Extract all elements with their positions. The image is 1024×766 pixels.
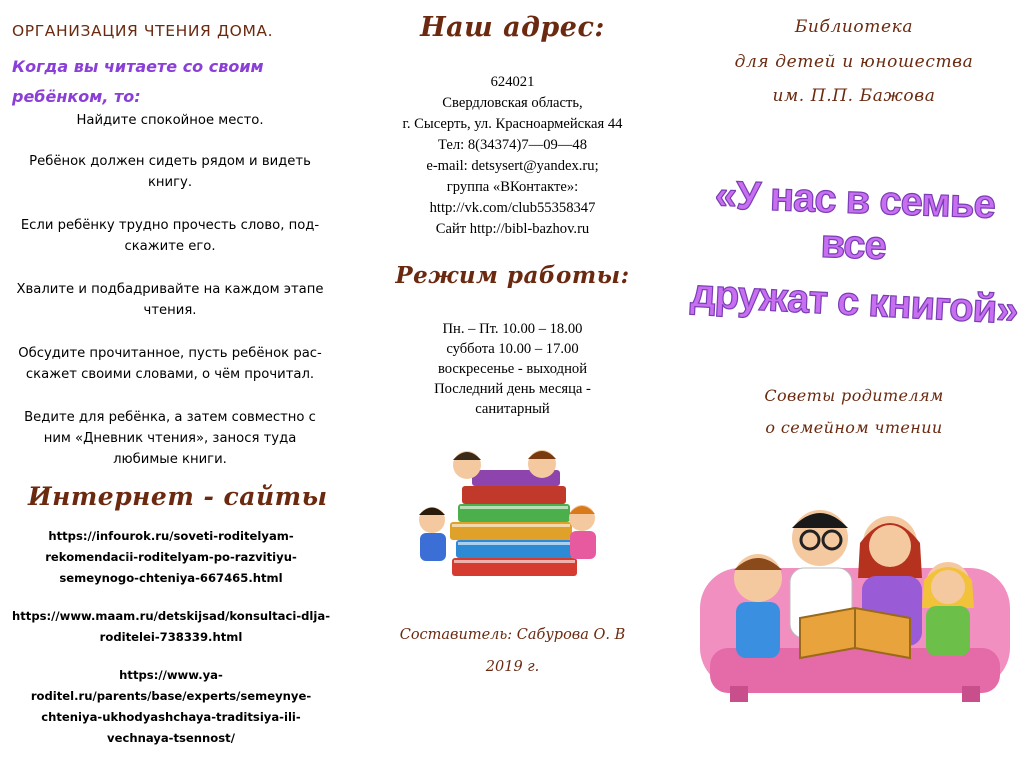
when-reading-subtitle: Когда вы читаете со своим ребёнком, то: [12, 57, 264, 106]
compiler-credit: Составитель: Сабурова О. В [399, 627, 626, 643]
hours-title: Режим работы: [395, 262, 630, 289]
hours-line: Пн. – Пт. 10.00 – 18.00 [442, 321, 583, 337]
family-reading-illustration [700, 498, 1010, 708]
internet-sites-title: Интернет - сайты [28, 482, 328, 511]
links-list [10, 526, 332, 766]
address-line: Тел: 8(34374)7—09—48 [438, 137, 587, 153]
tip-item: Если ребёнку трудно прочесть слово, под-скажите его. [20, 218, 320, 254]
address-line: группа «ВКонтакте»: [446, 179, 579, 195]
advice-subtitle-line-2: о семейном чтении [765, 418, 943, 437]
library-name-line: Библиотека [794, 17, 914, 37]
hours-block [342, 319, 683, 419]
address-line[interactable]: e-mail: detsysert@yandex.ru; [426, 158, 599, 174]
hours-line: санитарный [475, 401, 550, 417]
address-line[interactable]: Сайт http://bibl-bazhov.ru [435, 221, 590, 237]
hours-line: суббота 10.00 – 17.00 [446, 341, 579, 357]
tip-item: Хвалите и подбадривайте на каждом этапе чтения. [16, 282, 324, 318]
right-panel [684, 0, 1024, 724]
address-block [342, 72, 683, 240]
reading-tips-list [10, 110, 330, 492]
main-title-line-1: «У нас в семье все [714, 173, 996, 269]
tip-item: Ведите для ребёнка, а затем совместно с ним «Дневник чтения», занося туда любимые книги. [24, 410, 316, 467]
tip-item: Обсудите прочитанное, пусть ребёнок рас-скажет своими словами, о чём прочитал. [18, 346, 322, 382]
middle-panel [342, 0, 683, 724]
year-label: 2019 г. [485, 659, 540, 675]
web-link[interactable]: https://www.maam.ru/detskijsad/konsultaci-dlja-roditelei-738339.html [11, 609, 331, 644]
address-line: 624021 [490, 74, 535, 90]
kids-books-illustration [392, 440, 632, 590]
address-title: Наш адрес: [420, 12, 605, 43]
address-line[interactable]: http://vk.com/club55358347 [429, 200, 596, 216]
tip-item: Найдите спокойное место. [76, 113, 264, 128]
left-panel [0, 0, 340, 745]
advice-subtitle-line-1: Советы родителям [764, 386, 944, 405]
address-line: г. Сысерть, ул. Красноармейская 44 [402, 116, 623, 132]
library-name-line: для детей и юношества [734, 52, 974, 72]
web-link[interactable]: https://www.ya-roditel.ru/parents/base/experts/semeynye-chteniya-ukhodyashchaya-traditsiya-ili-vechnaya-tsennost/ [30, 668, 312, 745]
main-title-line-2: дружат с книгой» [689, 271, 1019, 333]
section-title-home-reading: ОРГАНИЗАЦИЯ ЧТЕНИЯ ДОМА. [12, 22, 274, 40]
hours-line: воскресенье - выходной [437, 361, 588, 377]
address-line: Свердловская область, [442, 95, 583, 111]
tip-item: Ребёнок должен сидеть рядом и видеть книгу. [29, 154, 311, 190]
web-link[interactable]: https://infourok.ru/soveti-roditelyam-rekomendacii-roditelyam-po-razvitiyu-semeynogo-chteniya-667465.html [45, 529, 297, 585]
library-name-line: им. П.П. Бажова [772, 86, 936, 106]
hours-line: Последний день месяца - [434, 381, 591, 397]
